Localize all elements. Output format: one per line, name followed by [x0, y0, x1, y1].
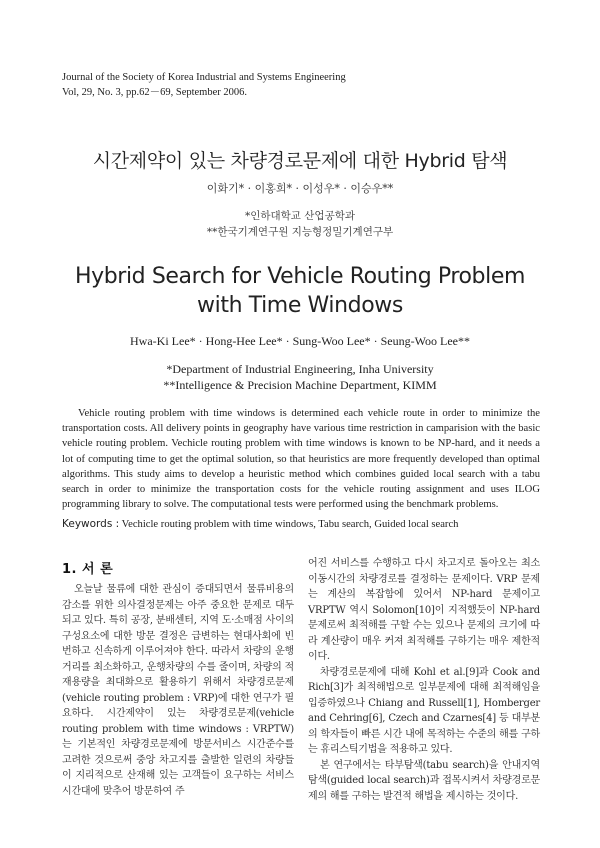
journal-header	[62, 70, 346, 100]
section-heading: 1. 서 론	[62, 562, 114, 577]
abstract	[62, 406, 540, 512]
english-authors: Hwa-Ki Lee* · Hong-Hee Lee* · Sung-Woo Lee* · Seung-Woo Lee**	[130, 334, 470, 348]
body-column-right	[308, 556, 540, 804]
journal-volume: Vol, 29, No. 3, pp.62－69, September 2006.	[62, 87, 248, 98]
korean-affiliation-1: *인하대학교 산업공학과	[244, 210, 356, 222]
english-title	[0, 262, 600, 320]
korean-affiliations	[0, 208, 600, 240]
english-title-line-1: Hybrid Search for Vehicle Routing Problem	[74, 264, 525, 289]
keywords	[62, 518, 540, 530]
keywords-text: Vechicle routing problem with time windows, Tabu search, Guided local search	[121, 519, 459, 530]
english-affiliations	[0, 361, 600, 393]
english-title-line-2: with Time Windows	[197, 293, 403, 318]
body-paragraph: 본 연구에서는 타부탐색(tabu search)을 안내지역탐색(guided local search)과 접목시켜서 차량경로문제의 해를 구하는 발견적 해법을 제시하는 것이다.	[308, 759, 540, 802]
english-affiliation-1: *Department of Industrial Engineering, Inha University	[166, 362, 434, 376]
korean-authors: 이화기* · 이홍희* · 이성우* · 이승우**	[206, 182, 394, 195]
keywords-label: Keywords :	[62, 518, 120, 530]
korean-title: 시간제약이 있는 차량경로문제에 대한 Hybrid 탐색	[92, 150, 508, 172]
body-paragraph: 오늘날 물류에 대한 관심이 증대되면서 물류비용의 감소를 위한 의사결정문제는 아주 중요한 문제로 대두되고 있다. 특히 공장, 분배센터, 지역 도·소매점 사이의 구성요소에 대한 방문 결정은 급변하는 현대사회에 빈번하고 신속하게 이루어져야 한다. 따라서 차량의 운행거리를 최소화하고, 운행차량의 수를 줄이며, 차량의 적재용량을 최대화으로 활용하기 위해서 차량경로문제(vehicle routing problem : VRP)에 대한 연구가 필요하다. 시간제약이 있는 차량경로문제(vehicle routing problem with time windows : VRPTW)는 기본적인 차량경로문제에 방문서비스 시간준수를 고려한 것으로써 중앙 차고지를 출발한 일련의 차량들이 지리적으로 산재해 있는 고객들이 요구하는 서비스 시간대에 맞추어 방문하여 주	[62, 584, 294, 797]
journal-name: Journal of the Society of Korea Industrial and Systems Engineering	[62, 72, 346, 83]
english-affiliation-2: **Intelligence & Precision Machine Department, KIMM	[163, 378, 437, 392]
korean-affiliation-2: **한국기계연구원 지능형정밀기계연구부	[206, 226, 394, 238]
body-paragraph: 어진 서비스를 수행하고 다시 차고지로 돌아오는 최소 이동시간의 차량경로를 결정하는 문제이다. VRP 문제는 계산의 복잡함에 있어서 NP-hard 문제이고 VRPTW 역시 Solomon[10]이 지적했듯이 NP-hard 문제로써 최적해를 구할 수는 있으나 문제의 크기에 따라 계산량이 매우 커져 최적해를 구하기는 매우 제한적이다.	[308, 558, 540, 662]
body-paragraph: 차량경로문제에 대해 Kohl et al.[9]과 Cook and Rich[3]가 최적해법으로 일부문제에 대해 최적해임을 입증하였으나 Chiang and Russell[1], Homberger and Cehring[6], Czech and Czarnes[4] 등 대부분의 학자들이 빠른 시간 내에 목적하는 수준의 해를 구하는 휴리스틱기법을 적용하고 있다.	[308, 666, 540, 755]
abstract-text: Vehicle routing problem with time windows is determined each vehicle route in order to minimize the transportation costs. All delivery points in geography have various time restriction in camparision with the basic vehicle routing problem. Vechicle routing problem with time windows is known to be NP-hard, and it needs a lot of computing time to get the optimal solution, so that heuristics are more frequently developed than optimal algorithms. This study aims to develop a heuristic method which combines guided local search with a tabu search in order to minimize the transportation costs for the vehicle routing assignment and uses ILOG programming library to solve. The computational tests were performed using the benchmark problems.	[62, 408, 540, 511]
body-column-left	[62, 582, 294, 799]
